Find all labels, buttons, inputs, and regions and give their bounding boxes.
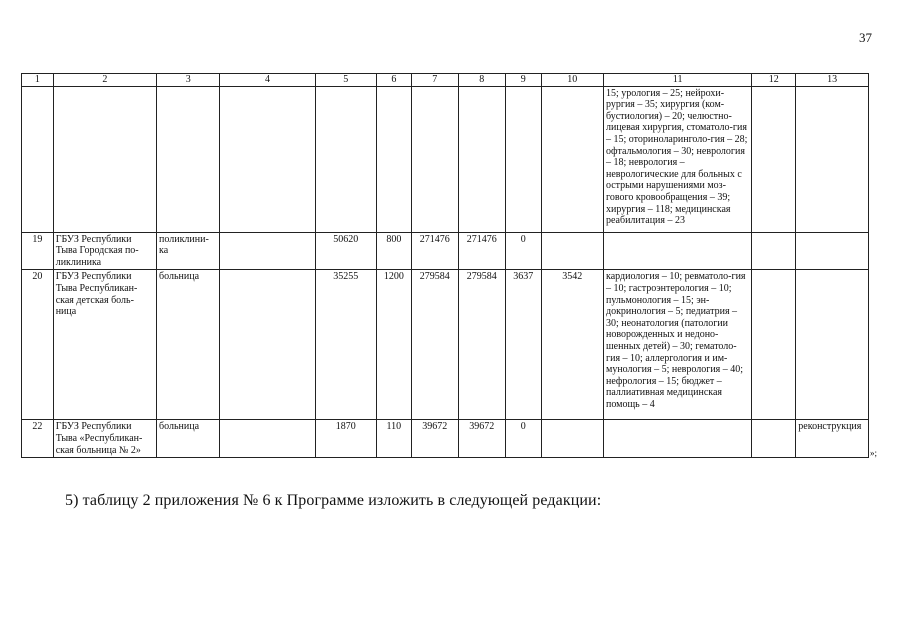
cell-name: ГБУЗ Республики Тыва Республикан-ская детская боль-ница <box>53 270 156 420</box>
cell-col9: 0 <box>505 232 541 270</box>
page-number: 37 <box>859 30 872 45</box>
column-header: 1 <box>22 74 54 87</box>
column-header: 11 <box>603 74 751 87</box>
table-row <box>22 86 869 232</box>
column-header: 12 <box>752 74 796 87</box>
cell-col7: 279584 <box>411 270 458 420</box>
cell-col6 <box>376 86 411 232</box>
table-row <box>22 270 869 420</box>
cell-profiles <box>603 420 751 458</box>
table-row <box>22 232 869 270</box>
cell-col10: 3542 <box>541 270 603 420</box>
cell-number: 22 <box>22 420 54 458</box>
column-header: 4 <box>220 74 315 87</box>
cell-col9 <box>505 86 541 232</box>
cell-profiles: 15; урология – 25; нейрохи-рургия – 35; хирургия (ком-бустиология) – 20; челюстно-лицевая хирургия, стоматоло-гия – 15; оториноларинголо-гия – 28; офтальмология – 30; неврология – 18; неврология – неврологические для больных с острыми нарушениями моз-гового кровообращения – 39; хирургия – 118; медицинская реабилитация – 23 <box>603 86 751 232</box>
cell-col10 <box>541 232 603 270</box>
cell-col12 <box>752 232 796 270</box>
cell-name: ГБУЗ Республики Тыва Городская по-ликлиника <box>53 232 156 270</box>
column-header: 6 <box>376 74 411 87</box>
cell-col4 <box>220 86 315 232</box>
column-header: 9 <box>505 74 541 87</box>
cell-name <box>53 86 156 232</box>
cell-col6: 1200 <box>376 270 411 420</box>
column-header: 3 <box>157 74 220 87</box>
column-header: 5 <box>315 74 376 87</box>
cell-col7: 39672 <box>411 420 458 458</box>
cell-col13: реконструкция <box>796 420 869 458</box>
cell-col8 <box>458 86 505 232</box>
cell-number: 19 <box>22 232 54 270</box>
cell-col7: 271476 <box>411 232 458 270</box>
table-header-row <box>22 74 869 87</box>
cell-col13 <box>796 86 869 232</box>
cell-col4 <box>220 232 315 270</box>
cell-col8: 279584 <box>458 270 505 420</box>
cell-col5: 35255 <box>315 270 376 420</box>
cell-col12 <box>752 420 796 458</box>
cell-col10 <box>541 420 603 458</box>
cell-col6: 110 <box>376 420 411 458</box>
cell-number: 20 <box>22 270 54 420</box>
cell-col13 <box>796 232 869 270</box>
cell-col7 <box>411 86 458 232</box>
column-header: 7 <box>411 74 458 87</box>
cell-col4 <box>220 270 315 420</box>
cell-col10 <box>541 86 603 232</box>
facilities-table <box>21 73 869 458</box>
cell-type: больница <box>157 420 220 458</box>
document-table-wrapper <box>21 73 869 458</box>
cell-col9: 0 <box>505 420 541 458</box>
table-row <box>22 420 869 458</box>
column-header: 13 <box>796 74 869 87</box>
cell-col5: 50620 <box>315 232 376 270</box>
cell-col8: 271476 <box>458 232 505 270</box>
cell-col6: 800 <box>376 232 411 270</box>
instruction-paragraph: 5) таблицу 2 приложения № 6 к Программе изложить в следующей редакции: <box>65 492 602 509</box>
cell-name: ГБУЗ Республики Тыва «Республикан-ская больница № 2» <box>53 420 156 458</box>
cell-profiles: кардиология – 10; ревматоло-гия – 10; гастроэнтерология – 10; пульмонология – 15; эн-докринология – 5; педиатрия – 30; неонатология (патологии новорожденных и недоно-шенных детей) – 30; гематоло-гия – 10; аллергология и им-мунология – 5; неврология – 40; нефрология – 15; бюджет – паллиативная медицинская помощь – 4 <box>603 270 751 420</box>
cell-number <box>22 86 54 232</box>
cell-col13 <box>796 270 869 420</box>
cell-type <box>157 86 220 232</box>
cell-col12 <box>752 270 796 420</box>
column-header: 2 <box>53 74 156 87</box>
cell-col9: 3637 <box>505 270 541 420</box>
cell-type: больница <box>157 270 220 420</box>
cell-col8: 39672 <box>458 420 505 458</box>
column-header: 10 <box>541 74 603 87</box>
cell-profiles <box>603 232 751 270</box>
cell-col4 <box>220 420 315 458</box>
closing-quote-mark: »; <box>870 448 878 458</box>
column-header: 8 <box>458 74 505 87</box>
cell-col5: 1870 <box>315 420 376 458</box>
cell-col5 <box>315 86 376 232</box>
cell-type: поликлини-ка <box>157 232 220 270</box>
cell-col12 <box>752 86 796 232</box>
